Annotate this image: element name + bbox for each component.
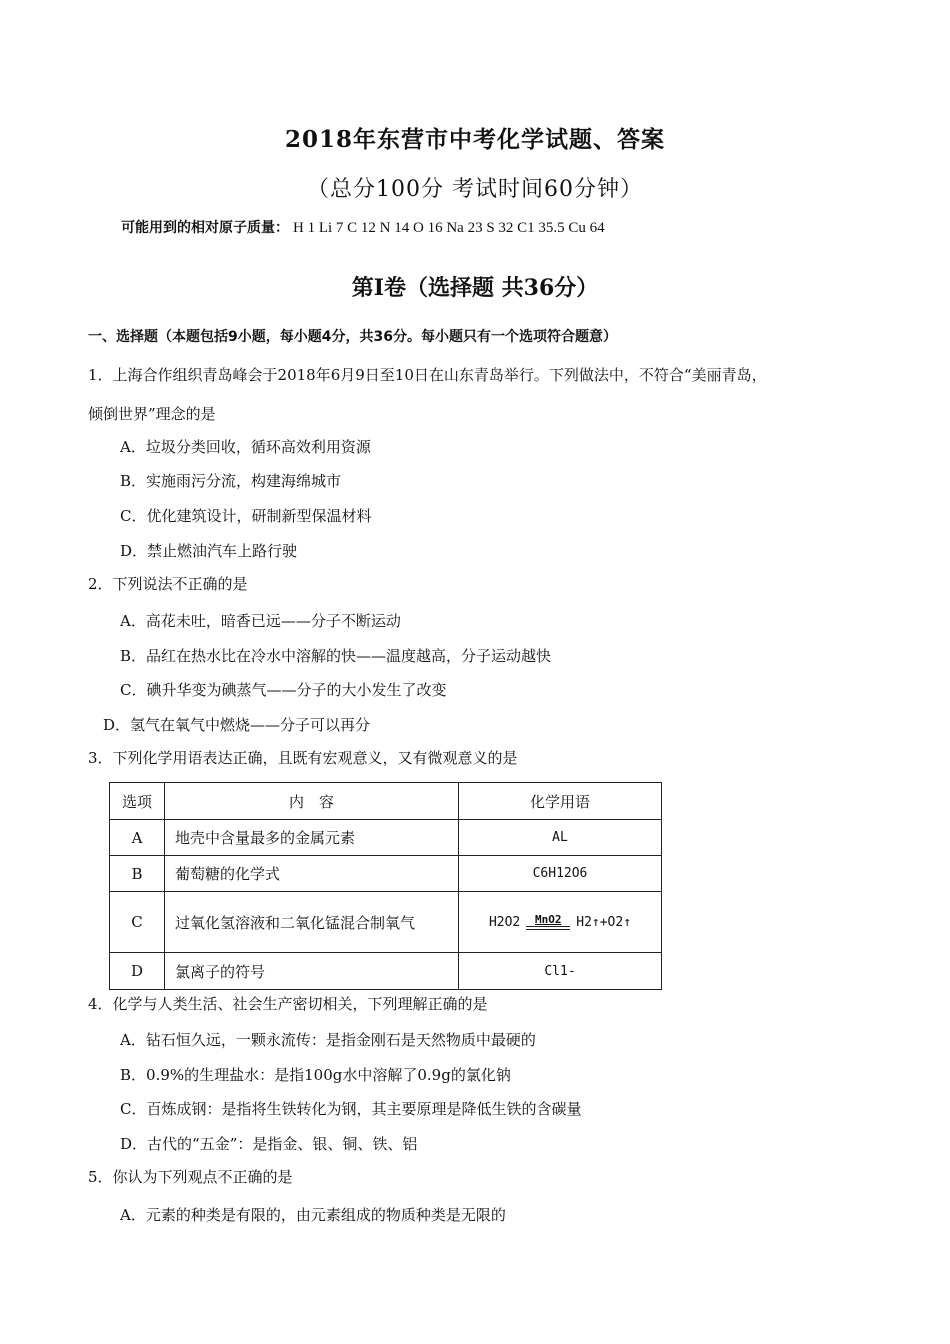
- row-a-formula: AL: [459, 820, 662, 856]
- table-row: [110, 820, 662, 856]
- section-heading: 一、选择题（本题包括9小题，每小题4分，共36分。每小题只有一个选项符合题意）: [88, 329, 617, 345]
- table-row: [110, 856, 662, 892]
- table-header-content: 内 容: [165, 783, 459, 820]
- q4-option-c: C．百炼成钢：是指将生铁转化为钢，其主要原理是降低生铁的含碳量: [120, 1100, 582, 1118]
- row-d-option: D: [110, 953, 165, 990]
- row-c-formula-right: H2↑+O2↑: [576, 914, 632, 930]
- row-b-formula: C6H12O6: [459, 856, 662, 892]
- atomic-mass-line: [121, 217, 605, 237]
- exam-title: 2018年东营市中考化学试题、答案: [284, 126, 665, 153]
- table-header-formula: 化学用语: [459, 783, 662, 820]
- row-c-formula-condition: MnO2: [535, 913, 562, 926]
- row-c-option: C: [110, 892, 165, 953]
- q2-option-b: B．品红在热水比在冷水中溶解的快——温度越高，分子运动越快: [120, 647, 552, 665]
- q3-table: [109, 782, 662, 990]
- q2-option-d: D．氢气在氧气中燃烧——分子可以再分: [103, 716, 371, 734]
- table-row: [110, 953, 662, 990]
- table-header-option: 选项: [110, 783, 165, 820]
- row-b-content: 葡萄糖的化学式: [165, 856, 459, 892]
- q4-option-a: A．钻石恒久远，一颗永流传：是指金刚石是天然物质中最硬的: [120, 1031, 536, 1049]
- row-a-content: 地壳中含量最多的金属元素: [165, 820, 459, 856]
- part-title: 第Ⅰ卷（选择题 共36分）: [351, 275, 599, 301]
- row-a-option: A: [110, 820, 165, 856]
- q5-option-a: A．元素的种类是有限的，由元素组成的物质种类是无限的: [120, 1206, 506, 1224]
- row-d-formula: Cl1-: [459, 953, 662, 990]
- atomic-mass-values: H 1 Li 7 C 12 N 14 O 16 Na 23 S 32 C1 35.5 Cu 64: [293, 220, 605, 236]
- q1-option-c: C．优化建筑设计，研制新型保温材料: [120, 507, 372, 525]
- row-c-formula-left: H2O2: [488, 914, 521, 930]
- q3-stem: 3．下列化学用语表达正确，且既有宏观意义，又有微观意义的是: [88, 749, 518, 767]
- row-d-content: 氯离子的符号: [165, 953, 459, 990]
- q1-option-b: B．实施雨污分流，构建海绵城市: [120, 472, 342, 490]
- q1-option-d: D．禁止燃油汽车上路行驶: [120, 542, 298, 560]
- q2-option-a: A．高花未吐，暗香已远——分子不断运动: [120, 612, 401, 630]
- row-b-option: B: [110, 856, 165, 892]
- q1-stem-line1: 1．上海合作组织青岛峰会于2018年6月9日至10日在山东青岛举行。下列做法中，不符合“美丽青岛，: [88, 366, 767, 384]
- q1-stem-line2: 倾倒世界”理念的是: [88, 405, 216, 423]
- table-row: [110, 892, 662, 953]
- q5-stem: 5．你认为下列观点不正确的是: [88, 1168, 293, 1186]
- exam-subtitle: （总分100分 考试时间60分钟）: [307, 177, 643, 202]
- row-c-formula: [459, 892, 662, 953]
- equals-sign-icon: [526, 926, 570, 930]
- q2-stem: 2．下列说法不正确的是: [88, 575, 248, 593]
- table-header-row: [110, 783, 662, 820]
- q2-option-c: C．碘升华变为碘蒸气——分子的大小发生了改变: [120, 681, 447, 699]
- reaction-arrow: [526, 914, 570, 930]
- q1-option-a: A．垃圾分类回收，循环高效利用资源: [120, 438, 371, 456]
- q4-option-d: D．古代的“五金”：是指金、银、铜、铁、铝: [120, 1135, 418, 1153]
- q4-option-b: B．0.9%的生理盐水：是指100g水中溶解了0.9g的氯化钠: [120, 1066, 511, 1084]
- q4-stem: 4．化学与人类生活、社会生产密切相关，下列理解正确的是: [88, 995, 488, 1013]
- row-c-content: 过氧化氢溶液和二氧化锰混合制氧气: [165, 892, 459, 953]
- atomic-mass-label: 可能用到的相对原子质量：: [121, 220, 289, 236]
